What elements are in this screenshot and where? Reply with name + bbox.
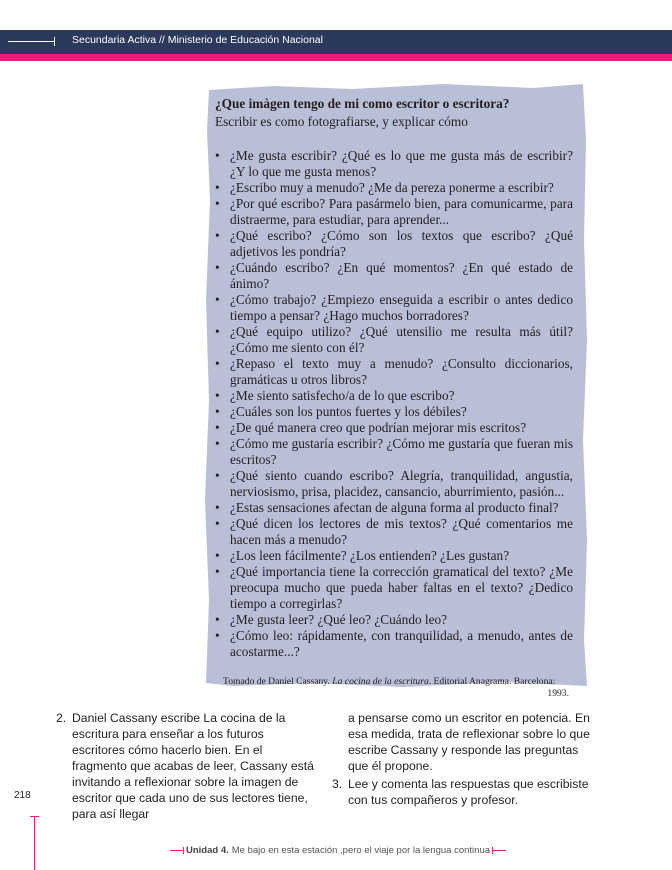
question-text: ¿Me siento satisfecho/a de lo que escribo? (230, 388, 455, 403)
question-text: ¿Qué dicen los lectores de mis textos? ¿Qué comentarios me hacen más a menudo? (230, 516, 573, 547)
question-text: ¿Qué equipo utilizo? ¿Qué utensilio me resulta más útil? ¿Cómo me siento con él? (230, 324, 573, 355)
bullet-icon: • (215, 180, 220, 195)
header-tick (54, 37, 55, 46)
bullet-icon: • (215, 548, 220, 563)
question-item (215, 260, 573, 292)
bullet-icon: • (215, 628, 220, 643)
question-text: ¿Qué escribo? ¿Cómo son los textos que escribo? ¿Qué adjetivos les pondría? (230, 228, 573, 259)
question-text: ¿Por qué escribo? Para pasármelo bien, para comunicarme, para distraerme, para estudiar, para aprender... (230, 196, 573, 227)
bullet-icon: • (215, 356, 220, 371)
source-prefix: Tomado de Daniel Cassany. (223, 676, 330, 687)
margin-line (34, 816, 35, 870)
bullet-icon: • (215, 388, 220, 403)
source-line-1 (223, 676, 569, 688)
question-item (215, 548, 573, 564)
footer (0, 845, 672, 859)
activity-item-2 (52, 710, 317, 822)
questions-list (215, 148, 573, 660)
box-title: ¿Que imàgen tengo de mi como escritor o escritora? (215, 96, 510, 111)
header-accent-band (0, 54, 672, 61)
header-title: Secundaria Activa // Ministerio de Educación Nacional (72, 34, 323, 46)
question-item (215, 500, 573, 516)
question-text: ¿Estas sensaciones afectan de alguna forma al producto final? (230, 500, 559, 515)
question-text: ¿Me gusta escribir? ¿Qué es lo que me gusta más de escribir? ¿Y lo que me gusta menos? (230, 148, 573, 179)
bullet-icon: • (215, 260, 220, 275)
question-item (215, 516, 573, 548)
bullet-icon: • (215, 436, 220, 451)
activity-text-2-continued: a pensarse como un escritor en potencia. En esa medida, trata de reflexionar sobre lo que escribe Cassany y responde las preguntas que él propone. (348, 711, 590, 773)
header-bar (0, 30, 672, 54)
activity-number-3: 3. (332, 777, 343, 791)
bullet-icon: • (215, 292, 220, 307)
question-item (215, 612, 573, 628)
source-citation (223, 676, 569, 700)
page-number: 218 (14, 790, 31, 801)
question-item (215, 436, 573, 468)
question-text: ¿Cuándo escribo? ¿En qué momentos? ¿En qué estado de ánimo? (230, 260, 573, 291)
question-text: ¿Los leen fácilmente? ¿Los entienden? ¿Les gustan? (230, 548, 510, 563)
question-item (215, 292, 573, 324)
activities-left-column (52, 710, 317, 822)
question-item (215, 356, 573, 388)
footer-line-right (492, 850, 506, 851)
question-item (215, 628, 573, 660)
bullet-icon: • (215, 468, 220, 483)
box-content (215, 96, 573, 700)
activities-right-column (334, 710, 600, 808)
question-item (215, 388, 573, 404)
question-item (215, 148, 573, 180)
footer-unit-title: Me bajo en esta estación ,pero el viaje por la lengua continua (231, 845, 491, 856)
box-subtitle: Escribir es como fotografiarse, y explicar cómo (215, 114, 468, 129)
question-text: ¿Qué siento cuando escribo? Alegría, tranquilidad, angustia, nerviosismo, prisa, placidez, cansancio, aburrimiento, pasión... (230, 468, 573, 499)
bullet-icon: • (215, 196, 220, 211)
question-text: ¿Qué importancia tiene la corrección gramatical del texto? ¿Me preocupa mucho que pueda haber faltas en el texto? ¿Dedico tiempo a corregirlas? (230, 564, 573, 611)
question-text: ¿Me gusta leer? ¿Qué leo? ¿Cuándo leo? (230, 612, 448, 627)
bullet-icon: • (215, 324, 220, 339)
source-year: 1993. (547, 688, 569, 699)
question-item (215, 564, 573, 612)
footer-inner (170, 845, 506, 856)
question-item (215, 180, 573, 196)
reading-box (203, 80, 589, 699)
question-item (215, 420, 573, 436)
bullet-icon: • (215, 612, 220, 627)
source-suffix: . Editorial Anagrama. Barcelona: (428, 676, 556, 687)
question-item (215, 196, 573, 228)
question-item (215, 324, 573, 356)
bullet-icon: • (215, 516, 220, 531)
question-text: ¿De qué manera creo que podrían mejorar mis escritos? (230, 420, 527, 435)
activity-item-3 (334, 776, 600, 808)
activity-text-3: Lee y comenta las respuestas que escribiste con tus compañeros y profesor. (348, 777, 589, 807)
activity-text-2: Daniel Cassany escribe La cocina de la escritura para enseñar a los futuros escritores cómo hacerlo bien. En el fragmento que acabas de leer, Cassany está invitando a reflexionar sobre la imagen de escritor que cada uno de sus lectores tiene, para así llegar (72, 711, 314, 821)
bullet-icon: • (215, 148, 220, 163)
question-text: ¿Cuáles son los puntos fuertes y los débiles? (230, 404, 467, 419)
footer-unit-label: Unidad 4. (186, 845, 229, 856)
question-item (215, 228, 573, 260)
question-text: ¿Cómo leo: rápidamente, con tranquilidad, a menudo, antes de acostarme...? (230, 628, 573, 659)
bullet-icon: • (215, 404, 220, 419)
header-rule (8, 41, 54, 42)
bullet-icon: • (215, 564, 220, 579)
question-text: ¿Cómo trabajo? ¿Empiezo enseguida a escribir o antes dedico tiempo a pensar? ¿Hago muchos borradores? (230, 292, 573, 323)
activity-number-2: 2. (56, 711, 67, 725)
question-text: ¿Cómo me gustaría escribir? ¿Cómo me gustaría que fueran mis escritos? (230, 436, 573, 467)
question-item (215, 404, 573, 420)
bullet-icon: • (215, 420, 220, 435)
question-text: ¿Escribo muy a menudo? ¿Me da pereza ponerme a escribir? (230, 180, 554, 195)
source-book: La cocina de la escritura (332, 676, 429, 687)
bullet-icon: • (215, 228, 220, 243)
bullet-icon: • (215, 500, 220, 515)
question-text: ¿Repaso el texto muy a menudo? ¿Consulto diccionarios, gramáticas u otros libros? (230, 356, 573, 387)
question-item (215, 468, 573, 500)
footer-line-left (170, 850, 184, 851)
